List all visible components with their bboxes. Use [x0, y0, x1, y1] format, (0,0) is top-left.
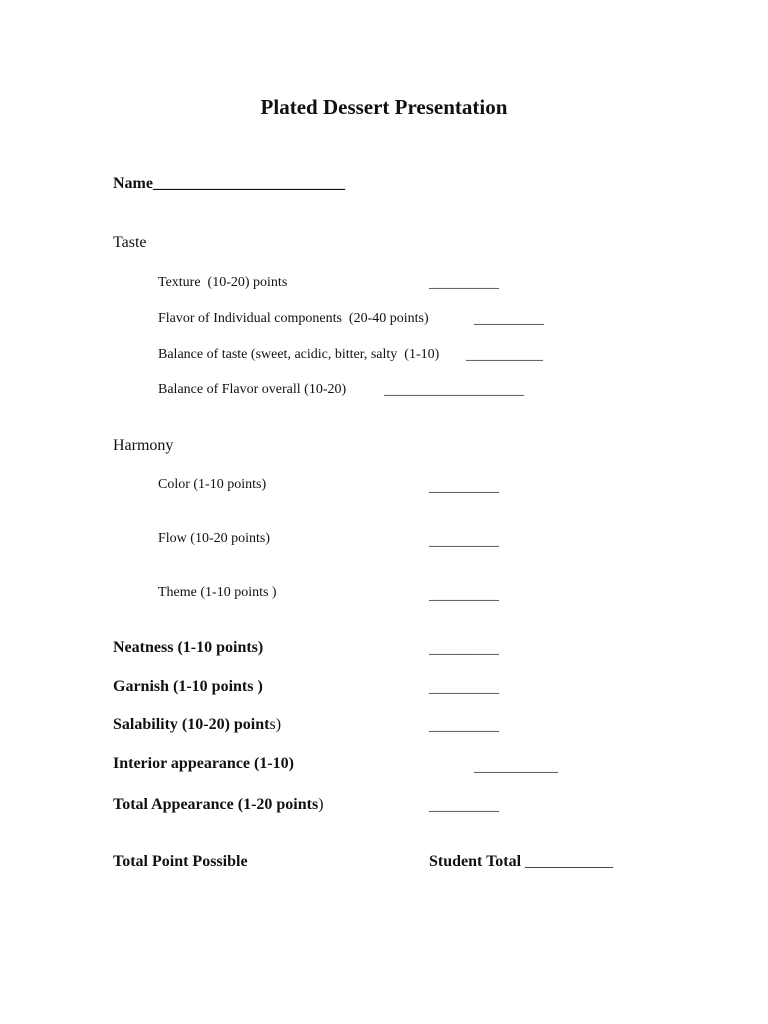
name-field[interactable]: Name________________________: [113, 175, 345, 192]
neatness-text: Neatness (1-10 points): [113, 639, 264, 656]
taste-flavor-blank[interactable]: __________: [474, 312, 544, 327]
harmony-heading: Harmony: [113, 437, 174, 454]
taste-overall-label: Balance of Flavor overall (10-20): [158, 382, 347, 397]
harmony-flow-label: Flow (10-20 points): [158, 531, 270, 546]
garnish-label: [113, 678, 263, 696]
taste-texture-blank[interactable]: __________: [429, 276, 499, 291]
taste-balance-blank[interactable]: ___________: [466, 348, 543, 363]
taste-texture-label: Texture (10-20) points: [158, 275, 288, 290]
total-possible-label: Total Point Possible: [113, 853, 248, 870]
salability-tail: s): [269, 716, 282, 733]
neatness-label: [113, 639, 263, 657]
student-total: [429, 853, 613, 871]
taste-overall-blank[interactable]: ____________________: [384, 383, 524, 398]
harmony-color-blank[interactable]: __________: [429, 480, 499, 495]
salability-label: [113, 716, 281, 734]
taste-flavor-label: Flavor of Individual components (20-40 points): [158, 311, 429, 326]
harmony-theme-blank[interactable]: __________: [429, 588, 499, 603]
student-total-label: Student Total: [429, 853, 526, 870]
interior-blank[interactable]: ____________: [474, 760, 558, 775]
taste-heading: Taste: [113, 234, 147, 251]
harmony-color-label: Color (1-10 points): [158, 477, 267, 492]
total-appearance-tail: ): [318, 796, 324, 813]
interior-label: [113, 755, 294, 773]
salability-blank[interactable]: __________: [429, 719, 499, 734]
total-appearance-label: [113, 796, 324, 814]
total-appearance-blank[interactable]: __________: [429, 799, 499, 814]
salability-text: Salability (10-20) point: [113, 716, 270, 733]
interior-text: Interior appearance (1-10): [113, 755, 294, 772]
student-total-blank[interactable]: ___________: [525, 853, 614, 870]
page-title: Plated Dessert Presentation: [260, 95, 508, 119]
harmony-theme-label: Theme (1-10 points ): [158, 585, 277, 600]
harmony-flow-blank[interactable]: __________: [429, 534, 499, 549]
taste-balance-label: Balance of taste (sweet, acidic, bitter, salty (1-10): [158, 347, 443, 362]
garnish-blank[interactable]: __________: [429, 681, 499, 696]
neatness-blank[interactable]: __________: [429, 642, 499, 657]
total-appearance-text: Total Appearance (1-20 points: [113, 796, 319, 813]
garnish-text: Garnish (1-10 points ): [113, 678, 263, 695]
